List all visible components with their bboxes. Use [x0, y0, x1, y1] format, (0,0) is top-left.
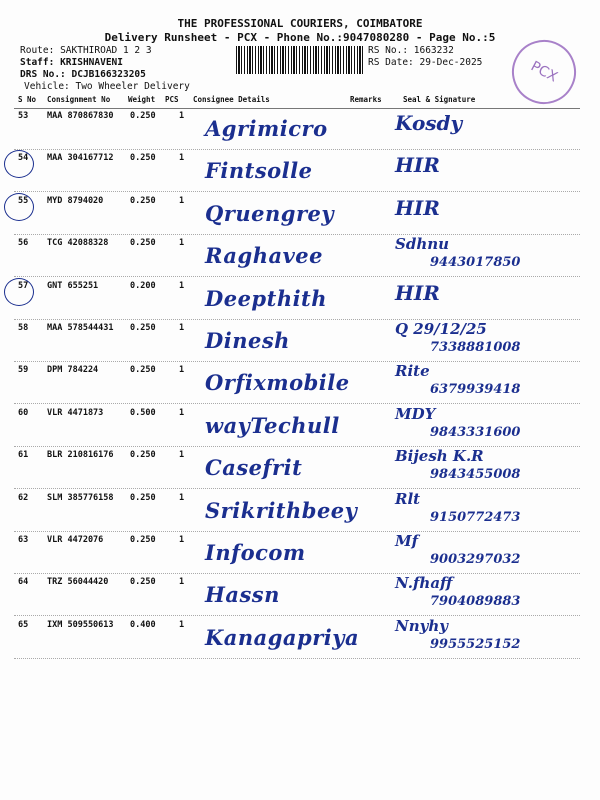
pcs-cell: 1 — [179, 450, 185, 461]
consignment-cell: MAA 304167712 — [47, 153, 114, 164]
signature: HIR — [395, 280, 440, 305]
route-value: SAKTHIROAD 1 2 3 — [60, 45, 152, 56]
weight-cell: 0.250 — [130, 238, 156, 249]
phone-number: 9150772473 — [430, 509, 521, 525]
consignee-handwriting: Casefrit — [205, 455, 303, 481]
sno-cell: 55 — [18, 195, 29, 206]
consignee-handwriting: Kanagapriya — [205, 624, 360, 650]
drs-value: DCJB166323205 — [71, 69, 146, 80]
barcode — [236, 46, 364, 74]
consignment-cell: SLM 385776158 — [47, 492, 114, 503]
col-sno: S No — [18, 95, 37, 104]
consignment-cell: MAA 578544431 — [47, 323, 114, 333]
table-row — [0, 320, 600, 362]
weight-cell: 0.250 — [130, 153, 156, 164]
consignee-handwriting: Orfixmobile — [205, 370, 350, 396]
phone-number: 9955525152 — [430, 636, 521, 652]
signature: HIR — [395, 195, 440, 220]
consignment-cell: GNT 655251 — [47, 280, 99, 291]
table-row — [0, 150, 600, 192]
weight-cell: 0.250 — [130, 111, 156, 121]
table-row — [0, 490, 600, 532]
weight-cell: 0.400 — [130, 619, 156, 630]
consignee-handwriting: Dinesh — [205, 328, 290, 353]
phone-number: 9843331600 — [430, 424, 521, 440]
table-row — [0, 235, 600, 277]
pcs-cell: 1 — [179, 195, 185, 206]
circle-mark — [4, 193, 34, 221]
consignee-handwriting: Deepthith — [205, 285, 328, 311]
weight-cell: 0.250 — [130, 365, 156, 376]
sno-cell: 54 — [18, 153, 29, 164]
pcs-cell: 1 — [179, 111, 185, 121]
sno-cell: 57 — [18, 280, 29, 291]
pcs-cell: 1 — [179, 577, 185, 588]
pcs-cell: 1 — [179, 323, 185, 333]
signature: Mf — [395, 532, 419, 550]
consignee-handwriting: Fintsolle — [205, 158, 313, 184]
consignee-handwriting: Raghavee — [205, 243, 324, 269]
signature: Rlt — [395, 489, 421, 508]
signature: HIR — [395, 153, 440, 178]
table-row — [0, 447, 600, 489]
sno-cell: 53 — [18, 111, 29, 121]
table-row — [0, 617, 600, 659]
company-title: THE PROFESSIONAL COURIERS, COIMBATORE — [177, 17, 423, 30]
consignment-cell: BLR 210816176 — [47, 450, 114, 461]
consignment-cell: VLR 4471873 — [47, 407, 104, 418]
sno-cell: 61 — [18, 450, 29, 461]
pcs-cell: 1 — [179, 238, 185, 249]
signature: Rite — [395, 362, 430, 381]
col-seal: Seal & Signature — [403, 95, 476, 104]
runsheet-subtitle: Delivery Runsheet - PCX - Phone No.:9047080280 - Page No.:5 — [104, 31, 496, 44]
table-row — [0, 108, 600, 150]
pcs-cell: 1 — [179, 619, 185, 630]
consignee-handwriting: Qruengrey — [205, 200, 335, 226]
table-row — [0, 574, 600, 616]
pcs-cell: 1 — [179, 492, 185, 503]
table-row — [0, 532, 600, 574]
phone-number: 7904089883 — [430, 594, 521, 610]
table-row — [0, 278, 600, 320]
rs-date: RS Date: 29-Dec-2025 — [368, 57, 483, 68]
sno-cell: 58 — [18, 323, 29, 333]
phone-number: 9003297032 — [430, 552, 521, 567]
sno-cell: 62 — [18, 492, 29, 503]
sno-cell: 65 — [18, 619, 29, 630]
phone-number: 9843455008 — [430, 467, 521, 483]
pcx-stamp: PCX — [501, 29, 588, 116]
circle-mark — [4, 278, 34, 306]
sno-cell: 56 — [18, 238, 29, 249]
col-consignee: Consignee Details — [193, 95, 270, 104]
weight-cell: 0.250 — [130, 450, 156, 461]
rs-number: RS No.: 1663232 — [368, 45, 454, 56]
pcs-cell: 1 — [179, 365, 185, 376]
signature: Sdhnu — [395, 235, 450, 254]
phone-number: 7338881008 — [430, 340, 521, 355]
col-remarks: Remarks — [350, 95, 382, 104]
signature: Q 29/12/25 — [395, 320, 487, 338]
consignee-handwriting: Infocom — [205, 540, 306, 565]
sno-cell: 60 — [18, 407, 29, 418]
table-row — [0, 193, 600, 235]
drs-line: DRS No.: DCJB166323205 — [20, 69, 146, 80]
consignment-cell: TRZ 56044420 — [47, 577, 109, 588]
weight-cell: 0.200 — [130, 280, 156, 291]
signature: Kosdy — [395, 111, 463, 135]
consignment-cell: DPM 784224 — [47, 365, 99, 376]
route-line: Route: SAKTHIROAD 1 2 3 — [20, 45, 152, 56]
table-row — [0, 362, 600, 404]
pcs-cell: 1 — [179, 280, 185, 291]
vehicle-line: Vehicle: Two Wheeler Delivery — [24, 81, 190, 92]
row-divider — [14, 658, 580, 659]
sno-cell: 59 — [18, 365, 29, 376]
consignment-cell: VLR 4472076 — [47, 535, 104, 545]
table-row — [0, 405, 600, 447]
circle-mark — [4, 150, 34, 178]
pcs-cell: 1 — [179, 535, 185, 545]
signature: MDY — [395, 404, 436, 423]
weight-cell: 0.250 — [130, 323, 156, 333]
signature: Bijesh K.R — [395, 447, 484, 466]
consignee-handwriting: Hassn — [205, 582, 280, 608]
consignment-cell: MAA 870867830 — [47, 111, 114, 121]
col-pcs: PCS — [165, 95, 179, 104]
weight-cell: 0.250 — [130, 535, 156, 545]
weight-cell: 0.250 — [130, 492, 156, 503]
consignment-cell: TCG 42088328 — [47, 238, 109, 249]
col-weight: Weight — [128, 95, 156, 104]
consignee-handwriting: Agrimicro — [205, 116, 328, 141]
phone-number: 6379939418 — [430, 382, 521, 398]
phone-number: 9443017850 — [430, 255, 521, 271]
table-header — [0, 95, 600, 107]
consignment-cell: IXM 509550613 — [47, 619, 114, 630]
consignee-handwriting: Srikrithbeey — [205, 497, 358, 523]
consignment-cell: MYD 8794020 — [47, 195, 104, 206]
weight-cell: 0.250 — [130, 195, 156, 206]
signature: N.fhaff — [395, 574, 453, 593]
staff-line: Staff: KRISHNAVENI — [20, 57, 123, 68]
sno-cell: 63 — [18, 535, 29, 545]
sno-cell: 64 — [18, 577, 29, 588]
staff-value: KRISHNAVENI — [60, 57, 123, 68]
col-consignment: Consignment No — [47, 95, 111, 104]
pcs-cell: 1 — [179, 407, 185, 418]
pcs-cell: 1 — [179, 153, 185, 164]
signature: Nnyhy — [395, 616, 448, 635]
weight-cell: 0.500 — [130, 407, 156, 418]
consignee-handwriting: wayTechull — [205, 412, 340, 438]
weight-cell: 0.250 — [130, 577, 156, 588]
